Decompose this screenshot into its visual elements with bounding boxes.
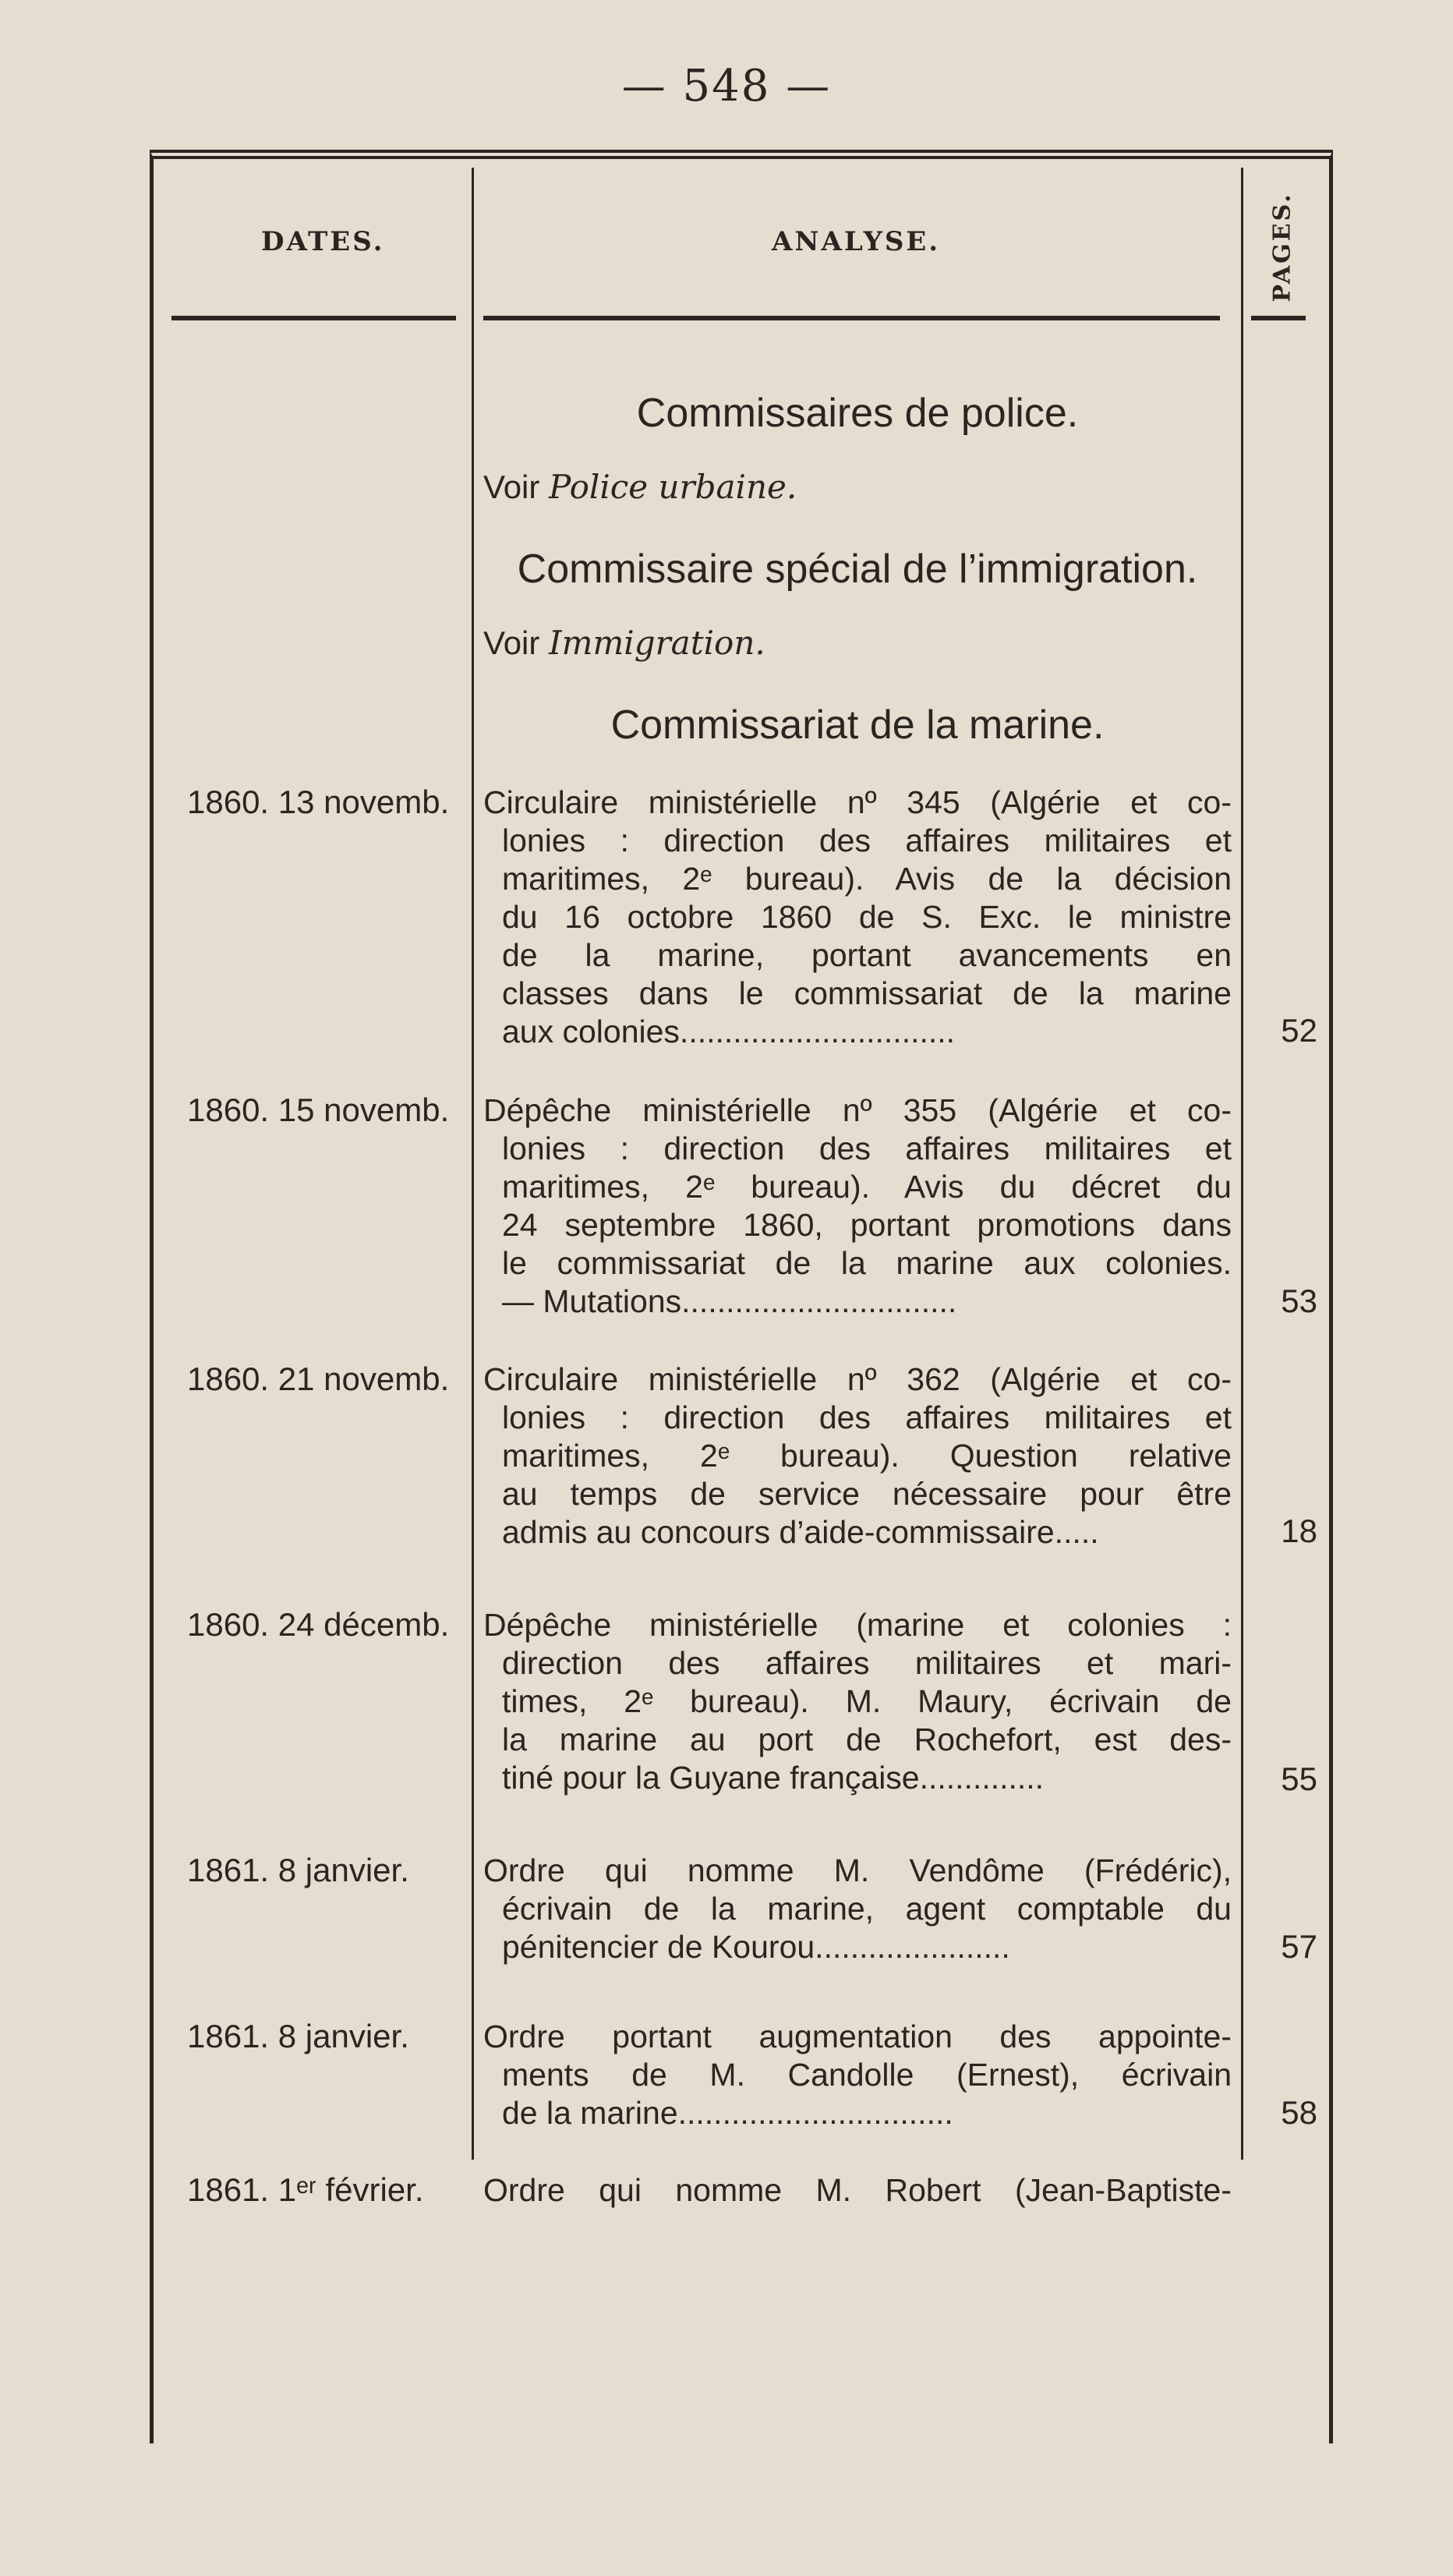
entry-line: lonies : direction des affaires militaires et [502,823,1232,858]
entry-line: Ordre qui nomme M. Robert (Jean-Baptiste- [483,2172,1232,2208]
entry-line: — Mutations............................... [502,1283,957,1319]
header-analyse: ANALYSE. [772,226,941,257]
entry-date: 1860. 15 novemb. [187,1092,450,1128]
entry-line: ments de M. Candolle (Ernest), écrivain [502,2057,1232,2093]
see-also-immigration [483,624,765,662]
header-pages: PAGES. [1268,192,1296,303]
section-title-commissariat-marine: Commissariat de la marine. [610,702,1105,748]
entry-page: 18 [1281,1513,1317,1549]
entry-analysis [483,2171,1232,2210]
entry-date: 1861. 1ᵉʳ février. [187,2171,424,2208]
entry-line: au temps de service nécessaire pour être [502,1476,1232,1512]
entry-line: times, 2ᵉ bureau). M. Maury, écrivain de [502,1683,1232,1719]
entry-line: Circulaire ministérielle nº 345 (Algérie et co- [483,784,1232,820]
entry-analysis [483,1606,1232,1797]
entry-line: maritimes, 2ᵉ bureau). Question relative [502,1438,1232,1474]
entry-line: le commissariat de la marine aux colonies. [502,1245,1232,1281]
entry-line: lonies : direction des affaires militaires et [502,1131,1232,1166]
entry-line: admis au concours d’aide-commissaire..... [502,1514,1099,1550]
entry-line: maritimes, 2ᵉ bureau). Avis de la décision [502,861,1232,897]
entry-line: tiné pour la Guyane française.............. [502,1760,1045,1796]
entry-date: 1860. 21 novemb. [187,1361,450,1397]
entry-date: 1861. 8 janvier. [187,1852,409,1888]
entry-page: 55 [1281,1760,1317,1797]
entry-line: de la marine, portant avancements en [502,937,1232,973]
see-also-reference: Immigration. [549,624,765,662]
entry-line: direction des affaires militaires et mari- [502,1645,1232,1681]
entry-line: la marine au port de Rochefort, est des- [502,1721,1232,1757]
entry-page: 52 [1281,1012,1317,1049]
entry-line: 24 septembre 1860, portant promotions dans [502,1207,1232,1243]
entry-line: pénitencier de Kourou...................... [502,1929,1010,1965]
entry-line: Dépêche ministérielle (marine et colonies : [483,1607,1232,1643]
entry-line: maritimes, 2ᵉ bureau). Avis du décret du [502,1169,1232,1205]
see-also-police [483,468,797,506]
entry-line: Dépêche ministérielle nº 355 (Algérie et co- [483,1092,1232,1128]
entry-line: écrivain de la marine, agent comptable du [502,1891,1232,1927]
see-also-reference: Police urbaine. [549,468,797,506]
entry-date: 1861. 8 janvier. [187,2018,409,2054]
entry-line: lonies : direction des affaires militaires et [502,1399,1232,1435]
page-number: — 548 — [621,61,832,111]
entry-line: du 16 octobre 1860 de S. Exc. le ministre [502,899,1232,935]
column-divider-pages [1241,168,1243,2160]
header-rule-analyse [483,316,1220,320]
entry-line: de la marine............................... [502,2095,953,2131]
header-rule-pages [1251,316,1306,320]
entry-line: aux colonies............................... [502,1014,956,1049]
entry-analysis [483,2018,1232,2132]
see-also-prefix: Voir [483,469,540,505]
entry-line: Ordre qui nomme M. Vendôme (Frédéric), [483,1852,1232,1888]
header-rule-dates [171,316,456,320]
entry-page: 57 [1281,1928,1317,1965]
entry-analysis [483,1092,1232,1321]
section-title-commissaires-police: Commissaires de police. [636,391,1079,436]
entry-line: classes dans le commissariat de la marine [502,975,1232,1011]
header-dates: DATES. [261,226,385,257]
entry-line: Circulaire ministérielle nº 362 (Algérie et co- [483,1361,1232,1397]
entry-date: 1860. 13 novemb. [187,784,450,820]
see-also-prefix: Voir [483,625,540,661]
entry-page: 58 [1281,2094,1317,2131]
section-title-commissaire-immigration: Commissaire spécial de l’immigration. [517,547,1198,592]
entry-analysis [483,1852,1232,1966]
entry-page: 53 [1281,1283,1317,1319]
entry-analysis [483,784,1232,1051]
entry-date: 1860. 24 décemb. [187,1606,450,1643]
entry-line: Ordre portant augmentation des appointe- [483,2019,1232,2054]
entry-analysis [483,1361,1232,1552]
